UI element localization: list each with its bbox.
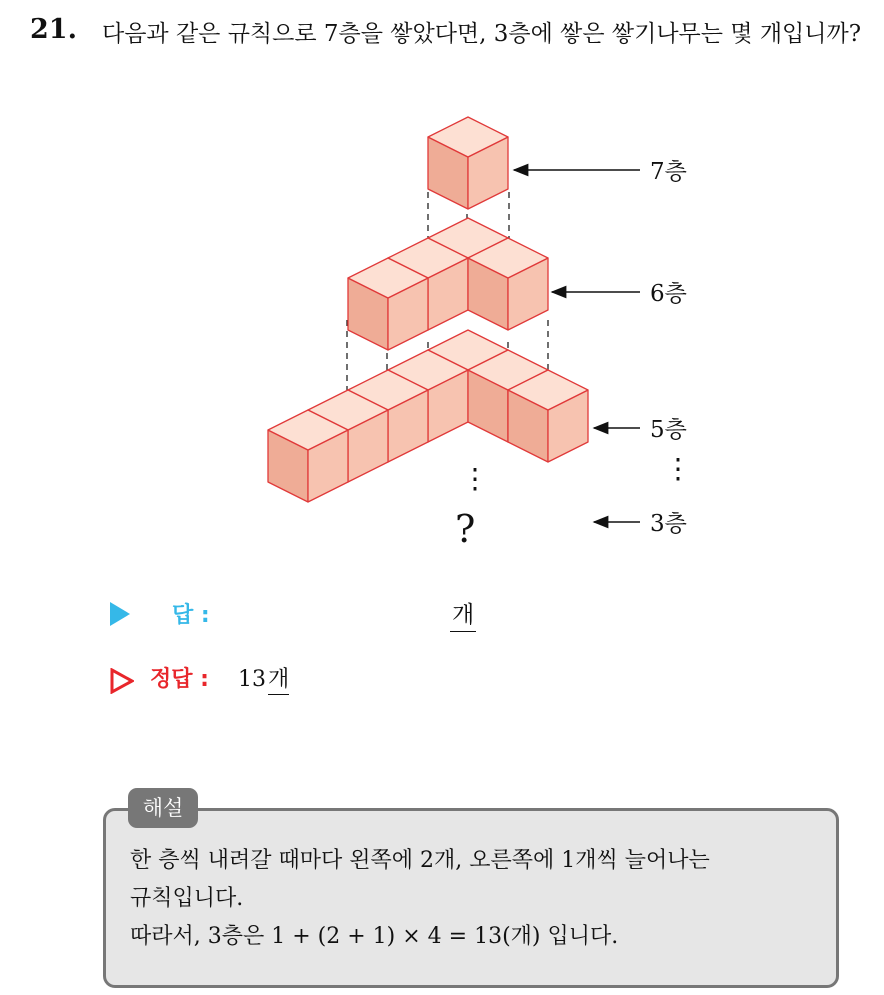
label-5: 5층 xyxy=(650,417,687,443)
answer-unit[interactable]: 개 xyxy=(450,596,476,632)
explanation-line-3: 따라서, 3층은 1 + (2 + 1) × 4 = 13(개) 입니다. xyxy=(130,924,619,949)
level-arrows xyxy=(514,170,640,522)
correct-label: 정답 : xyxy=(150,667,209,692)
label-7: 7층 xyxy=(650,159,687,185)
question-text: 다음과 같은 규칙으로 7층을 쌓았다면, 3층에 쌓은 쌓기나무는 몇 개입니까? xyxy=(102,21,862,47)
answer-row xyxy=(110,596,510,636)
question-number: 21. xyxy=(30,14,77,45)
outline-triangle-icon xyxy=(110,668,134,694)
label-6: 6층 xyxy=(650,281,687,307)
explanation-text xyxy=(130,842,830,956)
correct-answer-row xyxy=(110,660,510,700)
vertical-dots-center: ⋮ xyxy=(461,462,489,495)
play-triangle-icon xyxy=(110,602,130,626)
label-3: 3층 xyxy=(650,511,687,537)
answer-label: 답 : xyxy=(172,603,210,628)
explanation-line-2: 규칙입니다. xyxy=(130,886,244,911)
vertical-dots-right: ⋮ xyxy=(664,452,692,485)
correct-number: 13 xyxy=(238,667,266,692)
correct-value xyxy=(238,662,289,693)
question-mark: ? xyxy=(455,507,476,551)
explanation-tab: 해설 xyxy=(128,788,198,828)
explanation-line-1: 한 층씩 내려갈 때마다 왼쪽에 2개, 오른쪽에 1개씩 늘어나는 xyxy=(130,848,710,873)
correct-unit: 개 xyxy=(268,667,289,695)
cubes-group xyxy=(268,117,588,502)
